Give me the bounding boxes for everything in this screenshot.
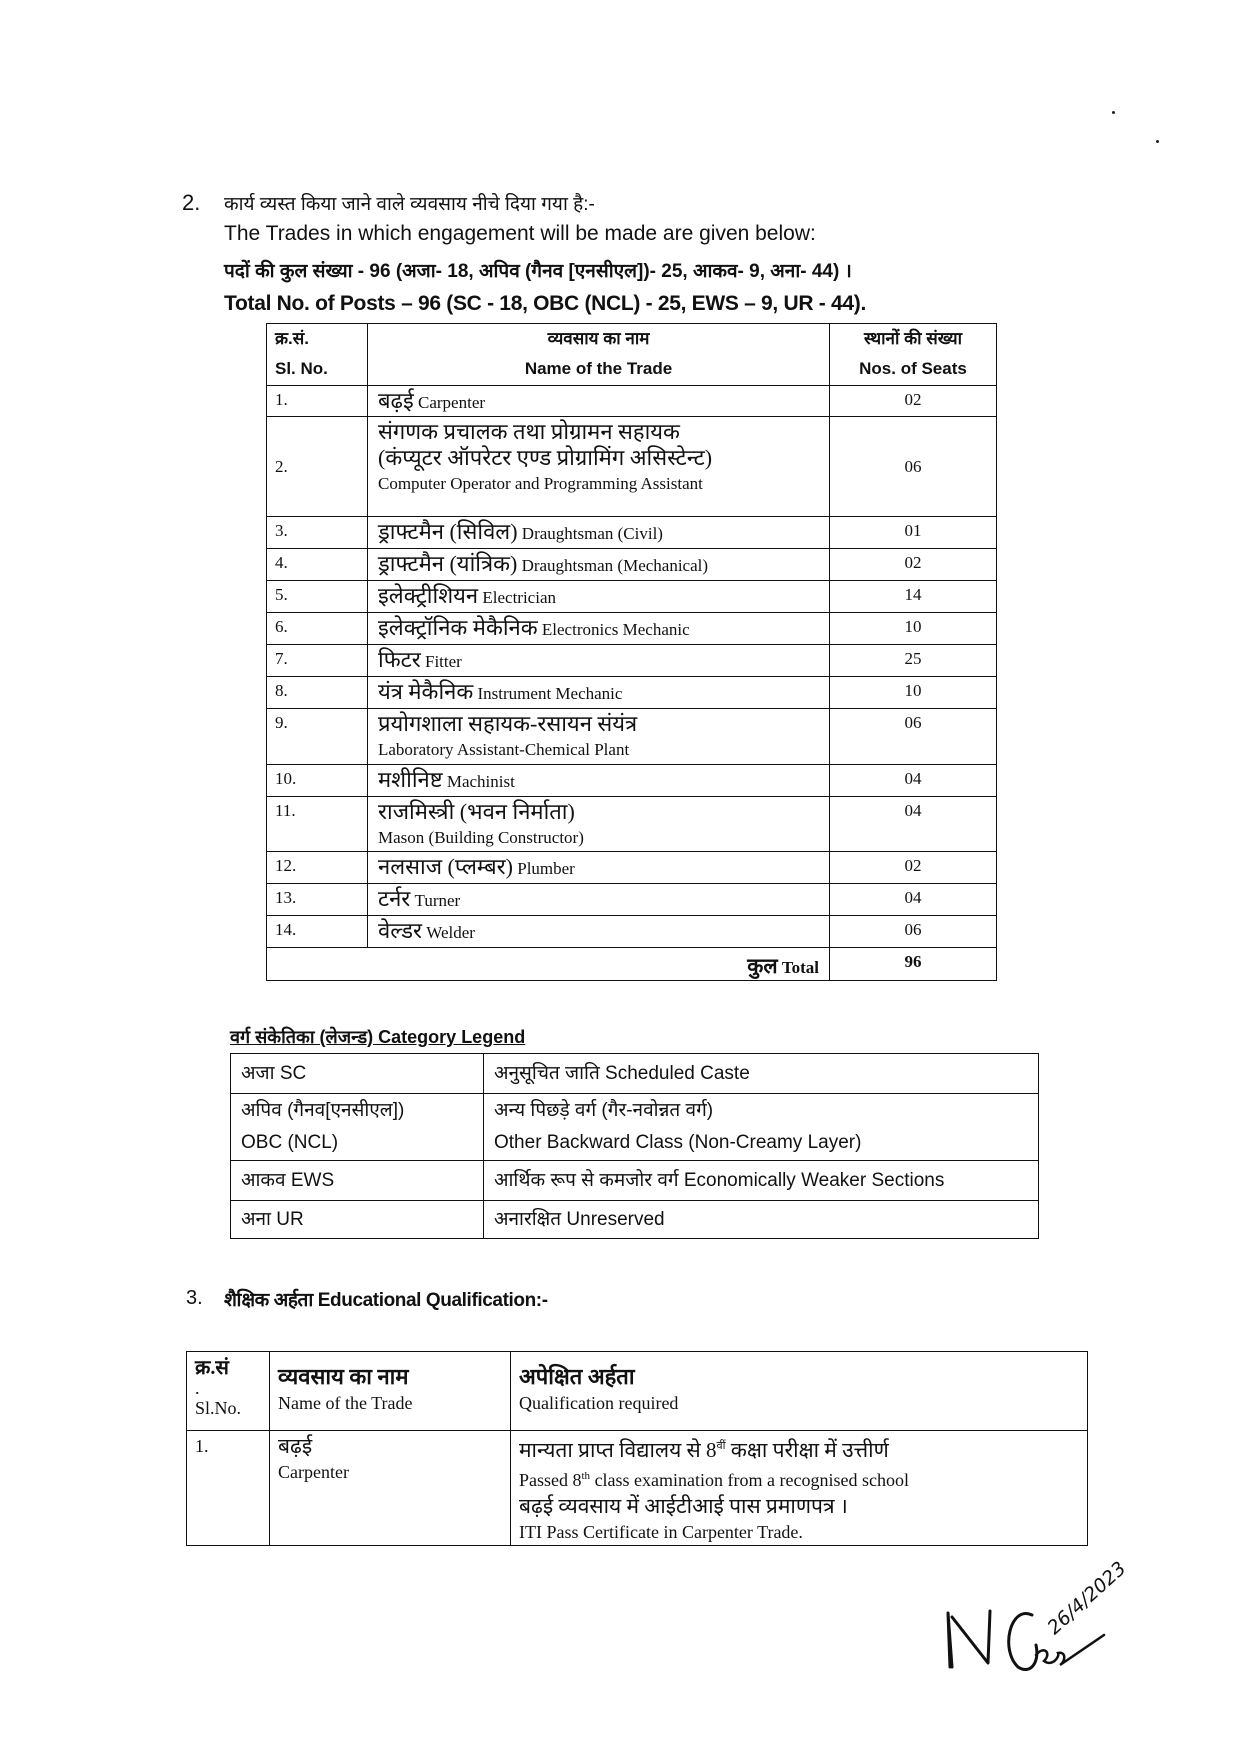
trade-name-hi: फिटर [378,647,421,672]
trade-name-hi: टर्नर [378,886,411,911]
table-row [267,709,997,765]
header-sl-en: Sl. No. [275,359,328,378]
legend-desc: अनुसूचित जाति Scheduled Caste [484,1054,1039,1094]
seat-count: 02 [830,549,997,581]
total-label-hi: कुल [747,954,778,978]
qualification-table [186,1351,1088,1546]
qual-header-sl-dot: . [195,1378,200,1398]
trade-name-en: Carpenter [418,393,486,412]
qual-header-sl-en: Sl.No. [195,1398,242,1418]
legend-row [231,1094,1039,1161]
category-legend-table [230,1053,1039,1239]
section-3-number: 3. [186,1287,203,1309]
seat-count: 06 [830,916,997,948]
row-sl: 7. [267,645,368,677]
seat-count: 10 [830,677,997,709]
table-row [267,677,997,709]
table-row [267,884,997,916]
seat-count: 01 [830,517,997,549]
legend-code-2: OBC (NCL) [241,1132,339,1153]
total-label [267,948,830,981]
trade-name-hi: वेल्डर [378,918,423,943]
trade-name-hi: संगणक प्रचालक तथा प्रोग्रामन सहायक [378,419,680,444]
qual-header-name-hi: व्यवसाय का नाम [278,1364,409,1389]
total-value: 96 [830,948,997,981]
trade-name-hi: इलेक्ट्रॉनिक मेकैनिक [378,615,538,640]
row-sl: 5. [267,581,368,613]
row-sl: 13. [267,884,368,916]
trade-name-en: Computer Operator and Programming Assistant [378,474,703,493]
trade-name-hi: प्रयोगशाला सहायक-रसायन संयंत्र [378,711,638,736]
section-2-english-posts: Total No. of Posts – 96 (SC - 18, OBC (NCL) - 25, EWS – 9, UR - 44). [224,292,866,315]
qual-trade-en: Carpenter [278,1462,349,1482]
table-row [267,797,997,852]
trade-name-hi: ड्राफ्टमैन (यांत्रिक) [378,551,518,576]
seat-count: 25 [830,645,997,677]
legend-code: अजा SC [231,1054,484,1094]
section-2-english-intro: The Trades in which engagement will be made are given below: [224,222,816,245]
trade-name-hi: ड्राफ्टमैन (सिविल) [378,519,518,544]
qual-row-sl: 1. [187,1431,270,1546]
row-sl: 9. [267,709,368,765]
trade-name-hi: नलसाज (प्लम्बर) [378,854,513,879]
total-label-en: Total [781,958,819,977]
qual-row [187,1431,1088,1546]
row-sl: 11. [267,797,368,852]
qual-line-2-sup: th [581,1470,591,1482]
header-seats-hi: स्थानों की संख्या [864,329,962,348]
table-row [267,916,997,948]
legend-desc: अन्य पिछड़े वर्ग (गैर-नवोन्नत वर्ग) [494,1100,714,1121]
trade-name-en: Draughtsman (Civil) [521,524,663,543]
table-row [267,852,997,884]
row-sl: 12. [267,852,368,884]
legend-desc: अनारक्षित Unreserved [484,1201,1039,1239]
seat-count: 02 [830,386,997,417]
seat-count: 14 [830,581,997,613]
trade-name-hi: इलेक्ट्रीशियन [378,583,479,608]
trade-name-en: Instrument Mechanic [477,684,623,703]
table-row [267,417,997,517]
seat-count: 04 [830,765,997,797]
seat-count: 10 [830,613,997,645]
trade-name-hi: मशीनिष्ट [378,767,443,792]
legend-code: अना UR [231,1201,484,1239]
seat-count: 04 [830,884,997,916]
qual-trade-hi: बढ़ई [278,1434,313,1458]
qual-line-1-post: कक्षा परीक्षा में उत्तीर्ण [725,1438,889,1462]
row-sl: 3. [267,517,368,549]
table-row [267,517,997,549]
total-row [267,948,997,981]
row-sl: 1. [267,386,368,417]
qual-line-1-pre: मान्यता प्राप्त विद्यालय से 8 [519,1438,717,1462]
header-seats-en: Nos. of Seats [859,359,967,378]
row-sl: 4. [267,549,368,581]
qual-header-name-en: Name of the Trade [278,1393,413,1413]
scan-mark [1156,140,1159,143]
qual-header-qual-en: Qualification required [519,1393,679,1413]
header-sl-hi: क्र.सं. [275,329,309,348]
trades-table [266,323,997,981]
trade-name-en: Laboratory Assistant-Chemical Plant [378,740,630,759]
legend-code: अपिव (गैनव[एनसीएल]) [241,1100,405,1121]
qual-line-4: ITI Pass Certificate in Carpenter Trade. [519,1522,803,1542]
section-2-hindi-intro: कार्य व्यस्त किया जाने वाले व्यवसाय नीचे दिया गया है:- [224,194,595,215]
trade-name-en: Draughtsman (Mechanical) [521,556,709,575]
table-row [267,613,997,645]
legend-code: आकव EWS [231,1161,484,1201]
trade-name-hi-2: (कंप्यूटर ऑपरेटर एण्ड प्रोग्रामिंग असिस्टेन्ट) [378,445,713,470]
trade-name-en: Turner [414,891,461,910]
seat-count: 02 [830,852,997,884]
section-2-hindi-posts: पदों की कुल संख्या - 96 (अजा- 18, अपिव (गैनव [एनसीएल])- 25, आकव- 9, अना- 44) । [224,261,852,282]
row-sl: 2. [267,417,368,517]
seat-count: 06 [830,417,997,517]
signature [940,1557,1180,1695]
header-name-hi: व्यवसाय का नाम [547,329,650,348]
section-2-number: 2. [182,190,201,215]
trade-name-en: Electronics Mechanic [541,620,690,639]
qual-header-qual-hi: अपेक्षित अर्हता [519,1364,635,1389]
header-name-en: Name of the Trade [524,359,673,378]
legend-row [231,1054,1039,1094]
qual-line-2-post: class examination from a recognised school [590,1470,909,1490]
qual-line-1 [519,1433,1087,1463]
seat-count: 06 [830,709,997,765]
qual-line-1-sup: वीं [716,1440,726,1452]
trade-name-hi: यंत्र मेकैनिक [378,679,474,704]
seat-count: 04 [830,797,997,852]
row-sl: 10. [267,765,368,797]
trade-name-en: Mason (Building Constructor) [378,828,584,847]
trade-name-en: Electrician [482,588,556,607]
trade-name-en: Welder [426,923,475,942]
table-row [267,386,997,417]
table-row [267,765,997,797]
legend-row [231,1161,1039,1201]
legend-desc: आर्थिक रूप से कमजोर वर्ग Economically Weaker Sections [484,1161,1039,1201]
scan-mark [1112,111,1115,114]
qual-line-3: बढ़ई व्यवसाय में आईटीआई पास प्रमाणपत्र । [519,1494,848,1518]
table-row [267,645,997,677]
qual-header-sl-hi: क्र.सं [195,1357,229,1379]
trade-name-hi: राजमिस्त्री (भवन निर्माता) [378,799,575,824]
section-3-title: शैक्षिक अर्हता Educational Qualification:- [224,1290,548,1311]
legend-desc-2: Other Backward Class (Non-Creamy Layer) [494,1132,862,1153]
trade-name-hi: बढ़ई [378,388,414,413]
trade-name-en: Plumber [517,859,575,878]
trade-name-en: Fitter [425,652,462,671]
row-sl: 8. [267,677,368,709]
trade-name-en: Machinist [446,772,515,791]
row-sl: 14. [267,916,368,948]
legend-title: वर्ग संकेतिका (लेजन्ड) Category Legend [230,1027,526,1047]
trades-header-row [267,324,997,386]
table-row [267,549,997,581]
signature-date: 26/4/2023 [1043,1557,1131,1639]
row-sl: 6. [267,613,368,645]
table-row [267,581,997,613]
qual-line-2 [519,1463,1087,1493]
qual-header-row [187,1352,1088,1431]
legend-row [231,1201,1039,1239]
qual-line-2-pre: Passed 8 [519,1470,582,1490]
